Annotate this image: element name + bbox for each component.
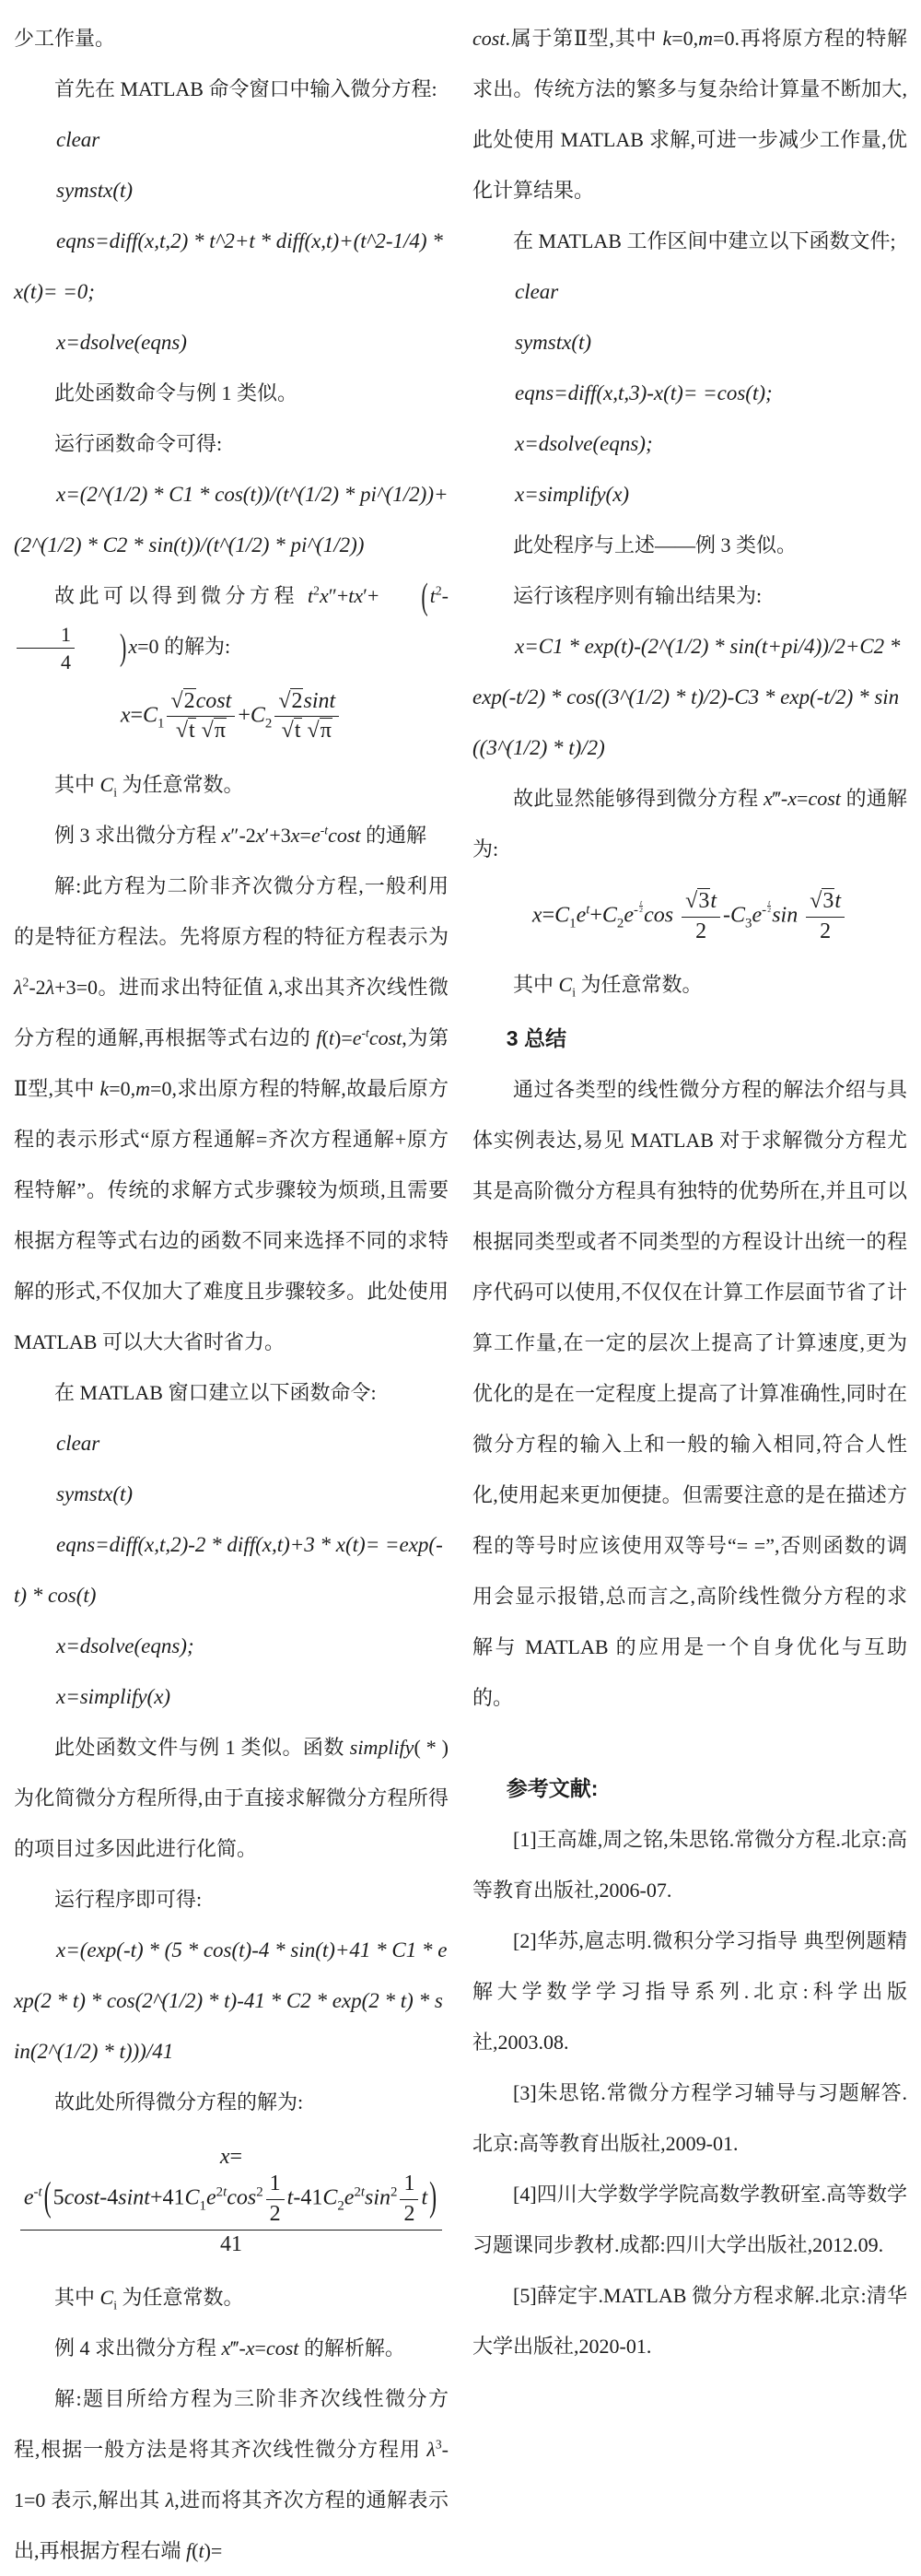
- paragraph: 运行函数命令可得:: [54, 432, 223, 455]
- paragraph: 运行程序即可得:: [54, 1887, 203, 1911]
- paragraph: 通过各类型的线性微分方程的解法介绍与具体实例表达,易见 MATLAB 对于求解微分方程尤其是高阶微分方程具有独特的优势所在,并且可以根据同类型或者不同类型的方程设计出统一的程序代码可以使用,不仅仅在计算工作层面节省了计算工作量,在一定的层次上提高了计算速度,更为优化的是在一定程度上提高了计算准确性,同时在微分方程的输入上和一般的输入相同,符合人性化,使用起来更加便捷。但需要注意的是在描述方程的等号时应该使用双等号“= =”,否则函数的调用会显示报错,总而言之,高阶线性微分方程的求解与 MATLAB 的应用是一个自身优化与互助的。: [472, 1078, 907, 1710]
- paragraph: 故此可以得到微分方程 $t^2x''+tx'+ (t^2-$ $\frac{1}{4}$ )x=0 的解为:: [14, 570, 449, 674]
- paragraph: 运行该程序则有输出结果为:: [513, 584, 763, 607]
- paragraph: 首先在 MATLAB 命令窗口中输入微分方程:: [54, 77, 437, 100]
- code-line: eqns=diff(x,t,2)-2 * diff(x,t)+3 * x(t)= =exp(-t) * cos(t): [14, 1532, 443, 1607]
- formula: $x=C_1$ $\frac{√2\cos t}{√t √\pi}$ $+C_2$ $\frac{√2\sin t}{√t √\pi}$: [14, 689, 449, 744]
- section-heading: 参考文献:: [506, 1776, 599, 1801]
- formula: x= $e^{-t}(5\cos t-4\sin t+41C_1e^{2t}\cos^2$ $\frac{1}{2}$ $t-41C_2e^{2t}\sin^2$ $\frac{1}{2}$ t) 41: [14, 2142, 449, 2257]
- paragraph: 例 3 求出微分方程 $x''-2x'+3x=e^{-t}\cos t$ 的通解: [54, 823, 427, 847]
- formula: $x=C_1e^t+C_2e^{- \frac{t}{2}}$ cos $\frac{√3t}{2}$ $-C_3e^{- \frac{t}{2}}$ sin $\frac{√3t}{2}$: [472, 889, 907, 944]
- reference-item: [1]王高雄,周之铭,朱思铭.常微分方程.北京:高等教育出版社,2006-07.: [472, 1828, 907, 1903]
- paragraph: 其中 $C_i$ 为任意常数。: [54, 2286, 244, 2313]
- paragraph: 其中 $C_i$ 为任意常数。: [54, 772, 244, 800]
- paragraph: 解:此方程为二阶非齐次微分方程,一般利用的是特征方程法。先将原方程的特征方程表示为 $\lambda^2-2\lambda+3=0$。进而求出特征值 λ,求出其齐次线性微分方程的通解,再根据等式右边的 $f(t)=e^{-t}\cos t$,为第Ⅱ型,其中 k=0,m=0,求出原方程的特解,故最后原方程的表示形式“原方程通解=齐次方程通解+原方程特解”。传统的求解方式步骤较为烦琐,且需要根据方程等式右边的函数不同来选择不同的求特解的形式,不仅加大了难度且步骤较多。此处使用 MATLAB 可以大大省时省力。: [14, 873, 449, 1353]
- code-line: x=C1 * exp(t)-(2^(1/2) * sin(t+pi/4))/2+C2 * exp(-t/2) * cos((3^(1/2) * t)/2)-C3 * exp(-t/2) * sin((3^(1/2) * t)/2): [472, 635, 901, 759]
- paragraph: 解:题目所给方程为三阶非齐次线性微分方程,根据一般方法是将其齐次线性微分方程用 $\lambda^3-1=0$ 表示,解出其 λ,进而将其齐次方程的通解表示出,再根据方程右端 f(t)=: [14, 2387, 449, 2563]
- column-left: [14, 13, 449, 2576]
- reference-item: [4]四川大学数学学院高数学教研室.高等数学习题课同步教材.成都:四川大学出版社,2012.09.: [472, 2183, 907, 2257]
- paragraph: 在 MATLAB 窗口建立以下函数命令:: [54, 1380, 377, 1404]
- section-heading: 3 总结: [506, 1026, 566, 1051]
- reference-item: [3]朱思铭.常微分方程学习辅导与习题解答.北京:高等教育出版社,2009-01.: [472, 2081, 907, 2156]
- code-line: x=(2^(1/2) * C1 * cos(t))/(t^(1/2) * pi^(1/2))+(2^(1/2) * C2 * sin(t))/(t^(1/2) * pi^(1/2)): [14, 483, 449, 556]
- code-line: x=dsolve(eqns): [56, 331, 187, 354]
- paragraph: 此处程序与上述——例 3 类似。: [513, 533, 798, 556]
- paragraph: 在 MATLAB 工作区间中建立以下函数文件;: [513, 229, 896, 252]
- code-line: symstx(t): [515, 331, 592, 354]
- code-line: eqns=diff(x,t,3)-x(t)= =cos(t);: [515, 381, 773, 404]
- code-line: clear: [56, 128, 100, 151]
- reference-item: [2]华苏,扈志明.微积分学习指导 典型例题精解大学数学学习指导系列.北京:科学出版社,2003.08.: [472, 1929, 907, 2055]
- code-line: x=simplify(x): [515, 483, 630, 506]
- paragraph: cost.属于第Ⅱ型,其中 k=0,m=0.再将原方程的特解求出。传统方法的繁多与复杂给计算量不断加大,此处使用 MATLAB 求解,可进一步减少工作量,优化计算结果。: [472, 27, 907, 202]
- code-line: x=dsolve(eqns);: [56, 1633, 194, 1657]
- code-line: x=simplify(x): [56, 1684, 171, 1708]
- paragraph: 此处函数文件与例 1 类似。函数 simplify( * )为化简微分方程所得,由于直接求解微分方程所得的项目过多因此进行化简。: [14, 1735, 449, 1860]
- code-line: symstx(t): [56, 179, 134, 202]
- code-line: x=dsolve(eqns);: [515, 432, 653, 455]
- code-line: eqns=diff(x,t,2) * t^2+t * diff(x,t)+(t^2-1/4) * x(t)= =0;: [14, 229, 443, 303]
- code-line: clear: [515, 280, 559, 303]
- paragraph: 少工作量。: [14, 27, 116, 50]
- code-line: x=(exp(-t) * (5 * cos(t)-4 * sin(t)+41 * C1 * exp(2 * t) * cos(2^(1/2) * t)-41 * C2 * exp(2 * t) * sin(2^(1/2) * t)))/41: [14, 1938, 448, 2063]
- paragraph: 此处函数命令与例 1 类似。: [54, 381, 298, 404]
- paragraph: 例 4 求出微分方程 x‴-x=cost 的解析解。: [54, 2336, 405, 2360]
- paragraph: 故此显然能够得到微分方程 x‴-x=cost 的通解为:: [472, 787, 907, 861]
- code-line: clear: [56, 1431, 100, 1455]
- paragraph: 其中 $C_i$ 为任意常数。: [513, 973, 703, 1000]
- reference-item: [5]薛定宇.MATLAB 微分方程求解.北京:清华大学出版社,2020-01.: [472, 2284, 907, 2359]
- paragraph: 故此处所得微分方程的解为:: [54, 2090, 304, 2113]
- code-line: symstx(t): [56, 1481, 134, 1505]
- column-right: [472, 13, 907, 2576]
